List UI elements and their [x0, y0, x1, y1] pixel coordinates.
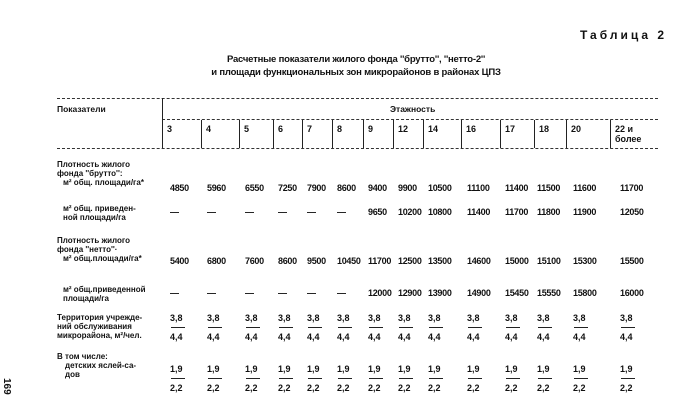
fraction-bar	[338, 378, 352, 379]
indicator-column-divider	[162, 98, 163, 148]
fraction-cell	[278, 313, 293, 342]
table-cell: 9400	[368, 183, 387, 193]
fraction-cell	[537, 313, 552, 342]
fraction-numerator: 1,9	[398, 364, 411, 374]
fraction-denominator: 2,2	[337, 383, 350, 393]
fraction-cell	[337, 313, 352, 342]
fraction-cell	[537, 364, 552, 393]
fraction-bar	[399, 327, 413, 328]
fraction-denominator: 4,4	[170, 332, 183, 342]
fraction-cell	[368, 313, 383, 342]
table-cell: 4850	[170, 183, 189, 193]
fraction-cell	[505, 313, 520, 342]
row-label-net-reduced: м² общ.приведенной площади/га	[63, 285, 146, 303]
table-cell: 16000	[620, 288, 644, 298]
fraction-numerator: 1,9	[537, 364, 550, 374]
table-cell: —	[337, 288, 346, 298]
column-header: 16	[466, 124, 477, 134]
caption-line-1: Расчетные показатели жилого фонда ''брутто'', ''нетто-2''	[226, 54, 486, 65]
table-cell: 11400	[505, 183, 529, 193]
table-cell: 14900	[467, 288, 491, 298]
fraction-denominator: 4,4	[505, 332, 518, 342]
table-cell: 5960	[207, 183, 226, 193]
table-cell: 11700	[505, 207, 529, 217]
table-cell: —	[245, 207, 254, 217]
fraction-bar	[399, 378, 413, 379]
fraction-bar	[279, 378, 293, 379]
fraction-numerator: 3,8	[307, 313, 320, 323]
table-cell: 15450	[505, 288, 529, 298]
group-header-divider	[162, 119, 658, 120]
fraction-numerator: 1,9	[573, 364, 586, 374]
fraction-cell	[505, 364, 520, 393]
fraction-denominator: 2,2	[467, 383, 480, 393]
fraction-cell	[207, 313, 222, 342]
table-cell: 11100	[467, 183, 490, 193]
fraction-denominator: 4,4	[428, 332, 441, 342]
table-cell: 14600	[467, 256, 491, 266]
fraction-bar	[338, 327, 352, 328]
fraction-bar	[429, 378, 443, 379]
table-cell: 11400	[467, 207, 491, 217]
fraction-denominator: 2,2	[398, 383, 411, 393]
fraction-bar	[369, 327, 383, 328]
fraction-denominator: 2,2	[207, 383, 220, 393]
column-divider	[363, 120, 364, 148]
fraction-bar	[468, 327, 482, 328]
fraction-bar	[574, 378, 588, 379]
table-cell: 15500	[620, 256, 644, 266]
table-cell: 7600	[245, 256, 264, 266]
fraction-numerator: 3,8	[207, 313, 220, 323]
column-header: 20	[571, 124, 582, 134]
fraction-cell	[307, 313, 322, 342]
column-divider	[566, 120, 567, 148]
row-label-net-density: Плотность жилого фонда ''нетто''· м² общ.площади/га*	[57, 236, 142, 263]
fraction-cell	[467, 364, 482, 393]
column-header: 6	[278, 124, 284, 134]
fraction-bar	[369, 378, 383, 379]
fraction-cell	[398, 364, 413, 393]
fraction-numerator: 1,9	[620, 364, 633, 374]
fraction-bar	[171, 378, 185, 379]
table-cell: 8600	[337, 183, 356, 193]
table-cell: 15300	[573, 256, 597, 266]
column-header: 8	[337, 124, 343, 134]
header-bottom-border	[57, 148, 658, 149]
column-header: 22 и более	[615, 124, 642, 144]
table-cell: 11500	[537, 183, 561, 193]
fraction-denominator: 4,4	[537, 332, 550, 342]
fraction-denominator: 4,4	[620, 332, 633, 342]
fraction-numerator: 1,9	[337, 364, 350, 374]
fraction-cell	[245, 364, 260, 393]
table-cell: 5400	[170, 256, 189, 266]
fraction-bar	[429, 327, 443, 328]
fraction-bar	[538, 327, 552, 328]
table-cell: —	[307, 288, 316, 298]
column-header: 14	[428, 124, 439, 134]
fraction-numerator: 3,8	[467, 313, 480, 323]
table-cell: 15000	[505, 256, 529, 266]
fraction-bar	[621, 378, 635, 379]
fraction-cell	[573, 313, 588, 342]
fraction-numerator: 3,8	[505, 313, 518, 323]
column-divider	[461, 120, 462, 148]
fraction-numerator: 1,9	[278, 364, 291, 374]
fraction-denominator: 4,4	[368, 332, 381, 342]
fraction-numerator: 1,9	[170, 364, 183, 374]
table-cell: —	[170, 207, 179, 217]
table-cell: 10200	[398, 207, 422, 217]
table-cell: 7900	[307, 183, 326, 193]
fraction-denominator: 4,4	[467, 332, 480, 342]
column-header: 18	[539, 124, 550, 134]
fraction-denominator: 4,4	[245, 332, 258, 342]
fraction-bar	[621, 327, 635, 328]
table-cell: 15800	[573, 288, 597, 298]
fraction-bar	[308, 327, 322, 328]
fraction-cell	[398, 313, 413, 342]
fraction-denominator: 4,4	[573, 332, 586, 342]
row-label-service-territory: Территория учрежде- ний обслуживания микрорайона, м²/чел.	[57, 313, 143, 340]
table-cell: 11700	[368, 256, 392, 266]
table-cell: 11900	[573, 207, 597, 217]
fraction-cell	[467, 313, 482, 342]
column-divider	[239, 120, 240, 148]
table-cell: 12050	[620, 207, 644, 217]
fraction-bar	[279, 327, 293, 328]
fraction-denominator: 2,2	[573, 383, 586, 393]
fraction-cell	[428, 313, 443, 342]
fraction-numerator: 3,8	[573, 313, 586, 323]
indicator-header: Показатели	[57, 104, 106, 114]
fraction-cell	[170, 364, 185, 393]
table-cell: 9900	[398, 183, 417, 193]
column-divider	[273, 120, 274, 148]
table-cell: 10500	[428, 183, 452, 193]
table-cell: 6550	[245, 183, 264, 193]
fraction-bar	[574, 327, 588, 328]
fraction-denominator: 2,2	[307, 383, 320, 393]
fraction-denominator: 2,2	[620, 383, 633, 393]
fraction-denominator: 2,2	[278, 383, 291, 393]
column-header: 12	[398, 124, 409, 134]
fraction-numerator: 1,9	[428, 364, 441, 374]
table-cell: 15550	[537, 288, 561, 298]
table-cell: 11700	[620, 183, 644, 193]
table-cell: 13500	[428, 256, 452, 266]
table-cell: —	[278, 288, 287, 298]
table-cell: —	[170, 288, 179, 298]
fraction-numerator: 3,8	[170, 313, 183, 323]
table-top-border	[57, 98, 658, 99]
table-cell: —	[245, 288, 254, 298]
table-cell: 8600	[278, 256, 297, 266]
column-divider	[534, 120, 535, 148]
fraction-cell	[278, 364, 293, 393]
fraction-denominator: 2,2	[245, 383, 258, 393]
fraction-cell	[620, 313, 635, 342]
table-caption	[186, 53, 526, 79]
row-label-gross-density: Плотность жилого фонда ''брутто'': м² общ. площади/га*	[57, 160, 144, 187]
row-label-kindergartens: В том числе: детских яслей-са- дов	[57, 352, 137, 379]
column-divider	[393, 120, 394, 148]
table-cell: 12000	[368, 288, 392, 298]
column-header: 7	[307, 124, 313, 134]
fraction-numerator: 1,9	[207, 364, 220, 374]
table-cell: —	[207, 288, 216, 298]
column-divider	[500, 120, 501, 148]
column-divider	[302, 120, 303, 148]
fraction-cell	[428, 364, 443, 393]
fraction-cell	[307, 364, 322, 393]
floors-group-header: Этажность	[390, 104, 436, 114]
fraction-numerator: 1,9	[368, 364, 381, 374]
fraction-bar	[171, 327, 185, 328]
fraction-bar	[208, 378, 222, 379]
table-cell: —	[337, 207, 346, 217]
table-cell: —	[207, 207, 216, 217]
fraction-bar	[308, 378, 322, 379]
table-cell: 11800	[537, 207, 561, 217]
fraction-denominator: 4,4	[207, 332, 220, 342]
fraction-numerator: 1,9	[467, 364, 480, 374]
fraction-numerator: 1,9	[245, 364, 258, 374]
fraction-bar	[506, 378, 520, 379]
fraction-bar	[246, 327, 260, 328]
table-cell: 12500	[398, 256, 422, 266]
table-cell: 7250	[278, 183, 297, 193]
table-cell: —	[278, 207, 287, 217]
fraction-bar	[538, 378, 552, 379]
table-cell: 15100	[537, 256, 561, 266]
table-cell: 9500	[307, 256, 326, 266]
column-divider	[332, 120, 333, 148]
column-header: 5	[244, 124, 250, 134]
fraction-numerator: 3,8	[337, 313, 350, 323]
fraction-numerator: 3,8	[620, 313, 633, 323]
fraction-cell	[368, 364, 383, 393]
row-sublabel: м² общ.площади/га*	[63, 254, 142, 263]
fraction-numerator: 3,8	[368, 313, 381, 323]
caption-line-2: и площади функциональных зон микрорайонов в районах ЦПЗ	[211, 67, 501, 78]
fraction-numerator: 3,8	[398, 313, 411, 323]
fraction-bar	[246, 378, 260, 379]
column-header: 17	[505, 124, 516, 134]
row-sublabel: м² общ. площади/га*	[63, 178, 144, 187]
table-cell: 10450	[337, 256, 361, 266]
table-cell: —	[307, 207, 316, 217]
fraction-numerator: 3,8	[245, 313, 258, 323]
column-divider	[423, 120, 424, 148]
fraction-numerator: 3,8	[537, 313, 550, 323]
fraction-cell	[620, 364, 635, 393]
column-header: 4	[206, 124, 212, 134]
row-label-gross-reduced: м² общ. приведен- ной площади/га	[63, 204, 136, 222]
fraction-denominator: 2,2	[537, 383, 550, 393]
table-cell: 12900	[398, 288, 422, 298]
column-header: 9	[368, 124, 374, 134]
fraction-numerator: 1,9	[307, 364, 320, 374]
table-cell: 13900	[428, 288, 452, 298]
fraction-cell	[245, 313, 260, 342]
fraction-cell	[207, 364, 222, 393]
table-cell: 9650	[368, 207, 387, 217]
fraction-numerator: 3,8	[428, 313, 441, 323]
column-divider	[201, 120, 202, 148]
column-header: 3	[167, 124, 173, 134]
fraction-cell	[170, 313, 185, 342]
fraction-denominator: 4,4	[398, 332, 411, 342]
fraction-denominator: 4,4	[278, 332, 291, 342]
fraction-denominator: 2,2	[170, 383, 183, 393]
fraction-denominator: 2,2	[428, 383, 441, 393]
fraction-bar	[506, 327, 520, 328]
fraction-numerator: 3,8	[278, 313, 291, 323]
table-cell: 11600	[573, 183, 597, 193]
table-cell: 10800	[428, 207, 452, 217]
fraction-denominator: 2,2	[505, 383, 518, 393]
column-divider	[610, 120, 611, 148]
fraction-denominator: 4,4	[307, 332, 320, 342]
fraction-numerator: 1,9	[505, 364, 518, 374]
table-number-label: Таблица 2	[580, 28, 668, 42]
fraction-denominator: 2,2	[368, 383, 381, 393]
fraction-bar	[468, 378, 482, 379]
fraction-cell	[337, 364, 352, 393]
page-number: 169	[1, 378, 12, 395]
fraction-bar	[208, 327, 222, 328]
fraction-denominator: 4,4	[337, 332, 350, 342]
table-cell: 6800	[207, 256, 226, 266]
fraction-cell	[573, 364, 588, 393]
